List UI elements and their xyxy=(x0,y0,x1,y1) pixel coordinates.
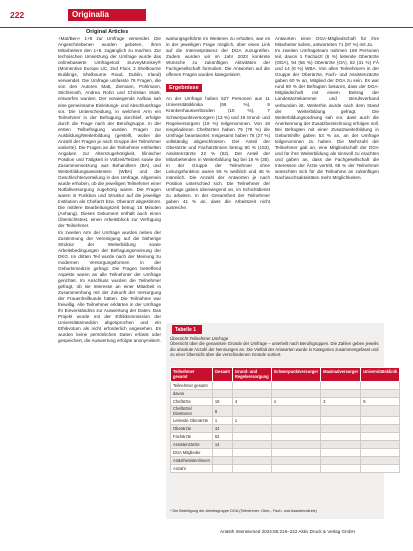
section-label: Originalia xyxy=(68,9,146,21)
table-cell xyxy=(212,465,232,473)
table-row xyxy=(171,390,400,398)
body-paragraph: +Mat/Ben+ 1+8 zur Umfrage versendet. Die Angeschriebenen wurden gebeten, ihren Mitarbeitern den 1+8. zugänglich zu machen. Zur technischen Umsetzung der Umfrage wurde das onlinebasierte Umfragetool SurveyMonkey® (Momentive Europe UC, 2nd Floor, 2 Shelbourne Buildings, Shelbourne Road, Dublin, Irland) verwendet. Die Umfrage umfasste 76 Fragen, die von den Autoren Matt, Ziemann, Pohlmann, Stichtenoth, Andrea Rohn und Christian Stark, entworfen wurden. Der vorwiegende Aufbau sah eine gemeinsame Einleitungs- und Abschlussfrage vor. Die Unterscheidung, in welchem Arm ein Teilnehmer in der Befragung durchlief, erfolgte durch die Frage nach der Berufsgruppe. In der ersten Teilbefragung wurden Fragen zur Ausbildung/Weiterbildung (gestellt, wobei die Anzahl der Fragen je nach Gruppe der Teilnehmer variierte). Die Fragen an die Teilnehmer enthielten Angaben zur Alterszugehörigkeit, klinischer Position und Tätigkeit in Vollzeit/Teilzeit sowie die Zusammensetzung aus Behandlern (BA) und Weiterbildungsassistenten (WBA) und der Geschlechterverteilung in den Umfrage. Allgemein wurde erhoben, ob die jeweiligen Teilnehmer einer Notfallversorgung zugehörig waren. Die Fragen waren in Funktion und Struktur auf die jeweilige Institution als Chefarzt bzw. Oberarzt abgestimmt. Die mittlere Bearbeitungszeit betrug 15 Minuten (Anhang). Dieses Dokument enthält auch einen Übersichtstext, einen Arbeitsblock zur Verfügung der Teilnehmer. xyxy=(58,36,161,229)
table-cell: 1 xyxy=(232,417,271,425)
body-paragraph: Im zweiten Umfrageteam nahmen 168 Personen teil, davon 1 Facharzt (6 %) leitende Oberärzte (ODA), 94 (56 %) Oberärzte (OA), 52 (31 %) FÄ und 14 (8 %) WBA. Von allen Teilnehmern in der Gruppe der Oberärzte, Fach- und Assistenzärzte gaben 60 % an, Mitglied der DGA zu sein. Es war rund 80 % der Befragten bekannt, dass der DGA-Mitgliedschaft mit einem Beitrag der Landesärztekammer und Berufsverband verbunden ist. Weiterhin wurde nach dem Stand der Weiterbildung gefragt. Die Weiterbildungsordnung sah vor, dass auch die Anerkennung der Zusatzbezeichnung erfolgen soll. Bei Befragten mit einer Zusatzweiterbildung in Geburtshilfe gaben 53 % an, an der Umfrage teilgenommen zu haben. Die Mehrzahl der Teilnehmer gab an, eine Mitgliedschaft der DGA und für ihre Weiterbildung als sinnvoll zu erachten und gaben an, dass die Fachgesellschaft die Interessen der Ärzte vertritt. 68 % der Teilnehmer wünschten sich für die Teilnahme an zukünftigen Nachwuchsaktivitäten mehr Möglichkeiten. xyxy=(275,48,379,181)
table-row xyxy=(171,382,400,390)
results-heading: Ergebnisse xyxy=(166,84,202,92)
table-cell xyxy=(271,449,321,457)
table-cell xyxy=(232,425,271,433)
page-number: 222 xyxy=(10,10,25,20)
table-cell xyxy=(321,406,361,417)
table-cell xyxy=(212,457,232,465)
table-cell xyxy=(321,441,361,449)
table-cell xyxy=(232,406,271,417)
table-cell xyxy=(232,457,271,465)
table-row xyxy=(171,441,400,449)
table-cell xyxy=(271,382,321,390)
table-row xyxy=(171,449,400,457)
table-row xyxy=(171,417,400,425)
data-table xyxy=(170,367,400,473)
table-cell xyxy=(271,406,321,417)
table-row-label: Assistenzärzte xyxy=(171,441,213,449)
table-cell xyxy=(361,425,400,433)
table-cell xyxy=(232,382,271,390)
table-row-label: Fachärzte xyxy=(171,433,213,441)
table-cell xyxy=(361,465,400,473)
table-cell xyxy=(271,441,321,449)
table-cell: 4 xyxy=(232,398,271,406)
table-cell xyxy=(361,441,400,449)
table-row-label: Oberärzte xyxy=(171,425,213,433)
body-paragraph: wartungsgeführte im Weiteren zu erhalten, war es in der jeweiligen Frage möglich, über einen Link auf die Internetpräsenz der DGA zuzugreifen. Zudem wurden wir im Jahr 2023 konkrete Wünsche zu zukünftigen Aktivitäten der Fachgesellschaft formuliert. Die Antworten auf die offenen Fragen wurden kategorisiert. xyxy=(166,36,270,78)
table-cell: 44 xyxy=(212,425,232,433)
table-cell xyxy=(321,465,361,473)
table-header-cell: Universitätsklinik xyxy=(361,368,400,382)
table-cell xyxy=(321,417,361,425)
table-cell: 14 xyxy=(212,441,232,449)
table-cell xyxy=(321,457,361,465)
table-row-label: davon xyxy=(171,390,213,398)
table-caption-text: Übersicht über die genannten Gründe der Umfrage – unterteilt nach Berufsgruppen. Die Zahlen geben jeweils die absolute Anzahl der Nennungen an. Die Vielfalt der Antworten wurde in Kategorien zusammengefasst und zu einer Übersicht über die verschiedenen Gründe sortiert. xyxy=(170,341,379,358)
table-cell: 3 xyxy=(321,398,361,406)
column-3 xyxy=(275,36,379,346)
section-subtitle: Original Articles xyxy=(86,29,129,35)
table-row xyxy=(171,465,400,473)
table-row xyxy=(171,406,400,417)
table-cell xyxy=(321,382,361,390)
body-paragraph: Im zweiten Arm der Umfrage wurden neben der Zustimmung der Vereinigung auf die bisherige Struktur der Weiterbildung sowie Arbeitsbedingungen der Befragungsmeinung der DKG. Im dritten Teil wurde nach der Meinung zu modernen Versorgungsformen in der Geburtsmedizin gefragt. Die Fragen betreffend Aspekte waren an alle Teilnehmer der Umfrage gerichtet. Im Anschluss wurden die Teilnehmer gefragt, ob sie Interesse an einer Mitarbeit in Zusammenhang mit der Zukunft der Versorgung der Frauenheilkunde hätten. Die Teilnahme war freiwillig. Alle Teilnehmer erklärten in der Umfrage ihr Einverständnis zur Auswertung der Daten. Das Projekt wurde mit der Ethikkommission der Universitätsmedizin abgesprochen und ein Ethikvotum als nicht erforderlich angesehen. Es wurden keine persönlichen Daten erfasst oder gespeichert, die Auswertung erfolgte anonymisiert. xyxy=(58,229,161,344)
table-cell xyxy=(361,417,400,425)
table-row xyxy=(171,457,400,465)
table-row xyxy=(171,398,400,406)
table-cell xyxy=(271,433,321,441)
table-cell: 4 xyxy=(271,398,321,406)
table-row-label: DGA Mitglieder xyxy=(171,449,213,457)
table-header-cell: Grund- und Regelversorgung xyxy=(232,368,271,382)
table-cell xyxy=(321,425,361,433)
table-cell xyxy=(271,417,321,425)
table-header-cell: Maximalversorger xyxy=(321,368,361,382)
table-cell xyxy=(321,390,361,398)
table-title: Tabelle 1 xyxy=(172,325,202,334)
table-caption xyxy=(170,336,380,358)
table-cell xyxy=(212,390,232,398)
table-cell xyxy=(361,457,400,465)
table-cell: 1 xyxy=(212,417,232,425)
table-header-cell: Gesamt xyxy=(212,368,232,382)
table-row xyxy=(171,433,400,441)
table-header-cell: Teilnehmer gesamt xyxy=(171,368,213,382)
table-row-label: Chefärzte/ Direktoren xyxy=(171,406,213,417)
table-cell: 19 xyxy=(212,398,232,406)
table-header-cell: Schwerpunktversorger xyxy=(271,368,321,382)
table-cell xyxy=(361,406,400,417)
table-row-label: Teilnehmer gesamt xyxy=(171,382,213,390)
table-body xyxy=(171,382,400,473)
table-header-row xyxy=(171,368,400,382)
table-cell xyxy=(271,457,321,465)
page-header xyxy=(0,0,413,27)
header-rule xyxy=(0,27,413,28)
table-cell xyxy=(232,449,271,457)
table-cell xyxy=(271,425,321,433)
table-footnote: * Die Beteiligung der Arbeitsgruppe DGA (Teilnehmer: Ober-, Fach- und Assistenzärzte) xyxy=(170,509,317,513)
table-cell xyxy=(321,449,361,457)
table-cell xyxy=(361,433,400,441)
table-cell xyxy=(361,382,400,390)
column-1 xyxy=(58,36,161,506)
table-cell: 52 xyxy=(212,433,232,441)
table-cell xyxy=(361,449,400,457)
body-paragraph: An der Umfrage haben 527 Personen aus 11 Universitätsklinika (56 %), 5 Krankenhausverbünden (10 %), 7 Schwerpunktversorgern (13 %) und 19 Grund- und Regelversorgern (19 %) teilgenommen. Von 19 eingeladenen Chefärzten haben 75 (78 %) die Umfrage beantwortet. Insgesamt haben 76 (27 %) vollständig abgeschlossen. Der Anteil der Oberärzte und Fachärztinnen betrug 60 % (153), Assistenzärzte 22 % (52). Der Anteil der Mitarbeitenden in Weiterbildung lag bei 16 % (35). In der Gruppe der Teilnehmer ohne Leitungsfunktion waren 55 % weiblich und 45 % männlich. Die Anzahl der Antworten je nach Position unterschied sich. Die Teilnehmer der Umfrage gaben überwiegend an, im Schichtdienst zu arbeiten. In der Gesamtheit der Teilnehmer gaben 41 % an, dass die Arbeitszeit nicht ausreiche. xyxy=(166,96,270,211)
body-paragraph: Antworten einer DGA-Mitgliedschaft für ihre Mitarbeiter sahen, antworteten 71 (87 %) mit Ja. xyxy=(275,36,379,48)
table-cell xyxy=(321,433,361,441)
table-cell: 8 xyxy=(361,398,400,406)
table-row-label: Anzahl xyxy=(171,465,213,473)
table-cell xyxy=(212,449,232,457)
table-cell xyxy=(271,465,321,473)
table-cell xyxy=(232,433,271,441)
table-cell xyxy=(232,465,271,473)
table-row-label: Chefärzte xyxy=(171,398,213,406)
table-cell xyxy=(232,390,271,398)
table-row-label: Anästhesisten/innen xyxy=(171,457,213,465)
table-cell: 8 xyxy=(212,406,232,417)
table-cell xyxy=(232,441,271,449)
table-row-label: Leitende Oberärzte xyxy=(171,417,213,425)
table-cell xyxy=(271,390,321,398)
page-footer: Anästh Intensivmed 2024;65:216–222 Aktiv Druck & Verlag GmbH xyxy=(220,529,355,534)
table-cell xyxy=(361,390,400,398)
table-caption-title: Übersicht Teilnehmer Umfrage xyxy=(170,336,229,341)
table-cell xyxy=(212,382,232,390)
table-row xyxy=(171,425,400,433)
